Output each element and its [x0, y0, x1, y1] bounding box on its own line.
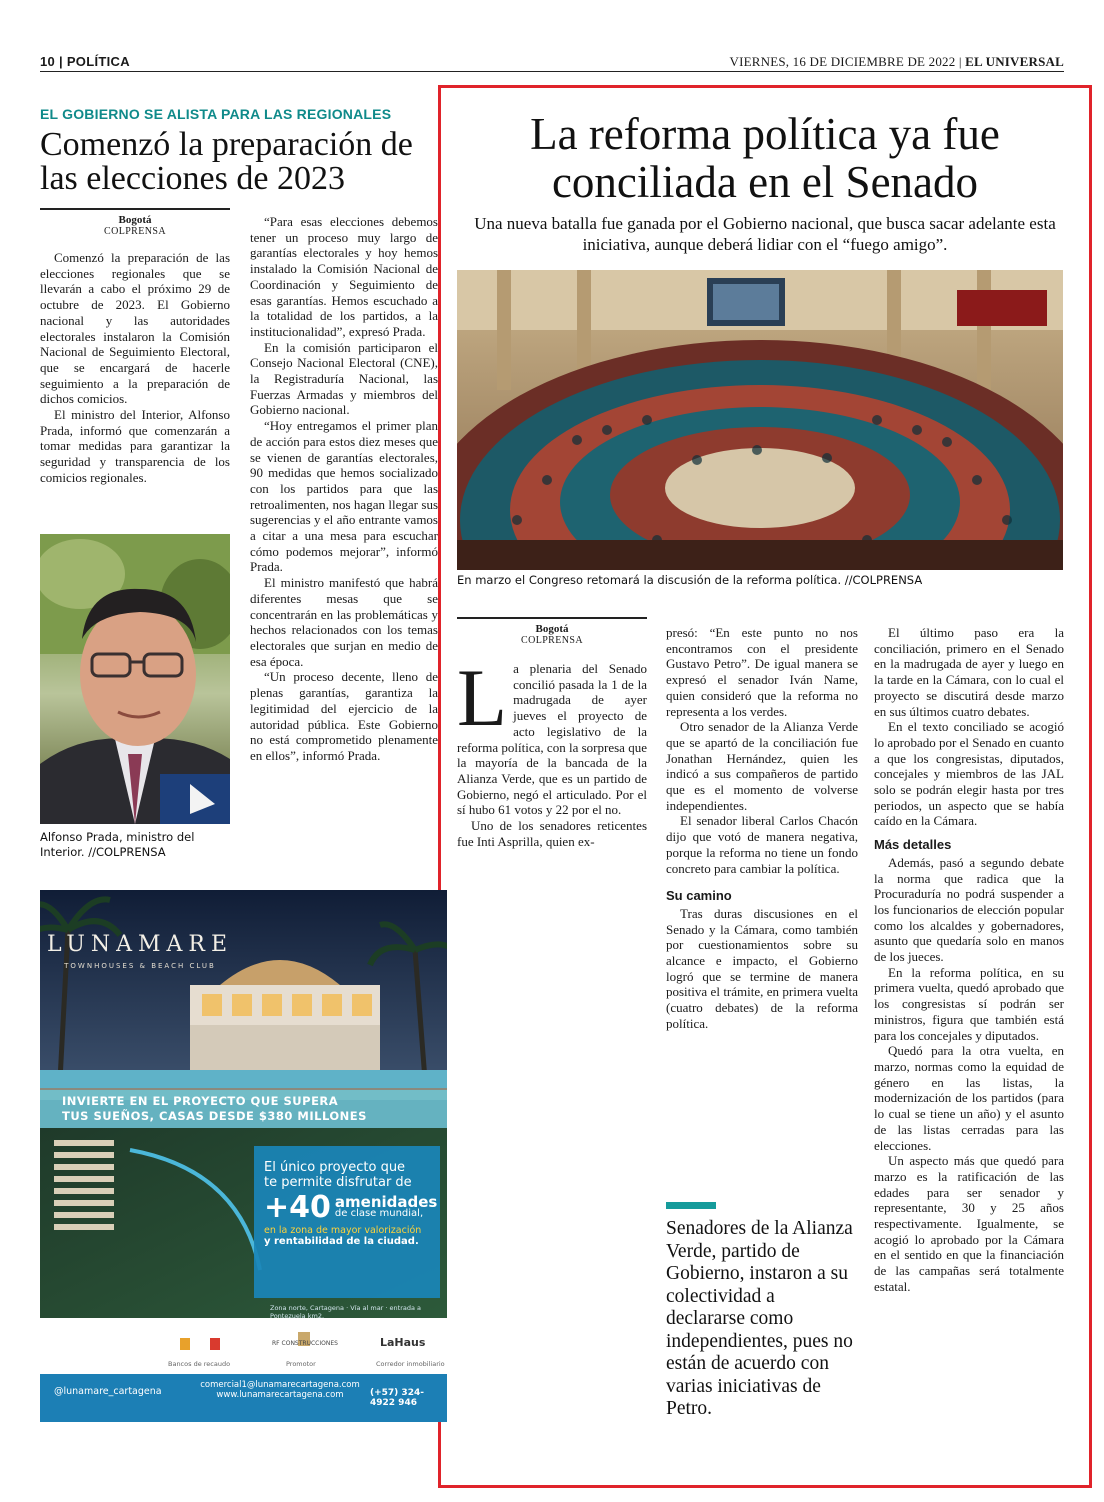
- label-promotor: Promotor: [286, 1360, 316, 1368]
- portrait-illustration: [40, 534, 230, 824]
- lunamare-advertisement[interactable]: [40, 890, 447, 1422]
- paragraph: El ministro manifestó que habrá diferentes mesas que se concentrarán en las problemáticas y hechos relacionados con los temas electorales que surjan en medio de esa época.: [250, 575, 438, 669]
- left-column-1: [40, 250, 230, 486]
- ad-phone[interactable]: (+57) 324-4922 946: [370, 1388, 424, 1408]
- date-line: [729, 54, 1064, 70]
- ad-web[interactable]: www.lunamarecartagena.com: [216, 1390, 344, 1400]
- subhead-su-camino: Su camino: [666, 888, 732, 904]
- main-column-1: [457, 652, 647, 849]
- prada-caption: Alfonso Prada, ministro del Interior. //COLPRENSA: [40, 830, 195, 859]
- paragraph: Otro senador de la Alianza Verde que se apartó de la conciliación fue Jonathan Hernández, quien les indicó a sus compañeros de partido que es el momento de volverse independientes.: [666, 719, 858, 813]
- byline-city: Bogotá: [118, 214, 152, 226]
- ad-brand-sub: TOWNHOUSES & BEACH CLUB: [64, 962, 216, 970]
- byline-agency: COLPRENSA: [104, 226, 166, 237]
- paragraph: En la comisión participaron el Consejo Nacional Electoral (CNE), la Registraduría Nacional, las Fuerzas Armadas y miembros del Gobierno nacional.: [250, 339, 438, 418]
- issue-date: VIERNES, 16 DE DICIEMBRE DE 2022 |: [729, 54, 962, 69]
- ad-location: Zona norte, Cartagena · Vía al mar · entrada a Pontezuela km2.: [270, 1304, 422, 1320]
- left-kicker: EL GOBIERNO SE ALISTA PARA LAS REGIONALES: [40, 106, 392, 122]
- left-headline: Comenzó la preparación de las elecciones de 2023: [40, 126, 413, 197]
- byline-agency: COLPRENSA: [521, 635, 583, 646]
- page-section: 10 | POLÍTICA: [40, 54, 130, 69]
- paragraph: En el texto conciliado se acogió lo aprobado por el Senado en cuanto a que los congresistas, diputados, concejales y miembros de las JAL solo se podrán elegir hasta por tres periodos, un aspecto que se había caído en la Cámara.: [874, 719, 1064, 829]
- byline-rule: [40, 208, 230, 210]
- main-column-2: [666, 625, 858, 1032]
- main-subtitle: Una nueva batalla fue ganada por el Gobierno nacional, que busca sacar adelante esta iniciativa, aunque deberá lidiar con el “fuego amigo”.: [474, 214, 1056, 254]
- ad-promo-4: y rentabilidad de la ciudad.: [264, 1236, 419, 1247]
- paragraph: Tras duras discusiones en el Senado y la Cámara, como también por cuestionamientos sobre su alcance e impacto, el Gobierno logró que se termine de manera positiva el trámite, en primera vuelta (cuatro debates) de la reforma política.: [666, 905, 858, 1031]
- paragraph: “Hoy entregamos el primer plan de acción para estos diez meses que se vienen de garantías electorales, 90 medidas que hemos socializado con los partidos para que las retroalimenten, nos hagan llegar sus sugerencias y el año entrante vamos a citar a una mesa para escuchar cómo podemos mejorar”, informó Prada.: [250, 418, 438, 575]
- logo-rf-construcciones: RF CONSTRUCCIONES: [272, 1340, 338, 1347]
- ad-promo-big: +40: [264, 1190, 331, 1225]
- main-byline: [457, 617, 647, 646]
- senate-caption: En marzo el Congreso retomará la discusión de la reforma política. //COLPRENSA: [457, 573, 923, 587]
- ad-slogan-2: TUS SUEÑOS, CASAS DESDE $380 MILLONES: [62, 1109, 367, 1123]
- ad-promo: [264, 1160, 436, 1247]
- paragraph: Uno de los senadores reticentes fue Inti Asprilla, quien ex-: [457, 818, 647, 849]
- senate-chamber-illustration: [457, 270, 1063, 570]
- ad-promo-2: te permite disfrutar de: [264, 1175, 412, 1190]
- paragraph: El último paso era la conciliación, primero en el Senado en la madrugada de ayer y luego en la tarde en la Cámara, con lo cual el proyecto se discutirá desde marzo en sus últimos cuatro debates.: [874, 625, 1064, 719]
- paper-name: EL UNIVERSAL: [965, 54, 1064, 69]
- label-corredor: Corredor inmobiliario: [376, 1360, 445, 1368]
- paragraph: presó: “En este punto no nos encontramos con el presidente Gustavo Petro”. De igual manera se expresó el senador Iván Name, quien consideró que la reforma no representa a los verdes.: [666, 625, 858, 719]
- paragraph: En la reforma política, en su primera vuelta, quedó aprobado que los congresistas sí podrán ser ministros, figura que también está para los concejales y diputados.: [874, 964, 1064, 1043]
- main-headline: La reforma política ya fue conciliada en el Senado: [530, 109, 1000, 207]
- paragraph: Un aspecto más que quedó para marzo es la ratificación de las edades para ser senador y representante, 30 y 25 años respectivamente. Igualmente, se acogió lo aprobado por la Cámara en el sentido en que la financiación de las campañas será totalmente estatal.: [874, 1153, 1064, 1294]
- byline-city: Bogotá: [535, 623, 569, 635]
- ad-promo-amenity-text: [334, 1192, 438, 1220]
- prada-photo: [40, 534, 230, 824]
- ad-promo-1: El único proyecto que: [264, 1160, 406, 1175]
- paragraph: Comenzó la preparación de las elecciones regionales que se llevarán a cabo el próximo 29 de octubre de 2023. El Gobierno nacional y las autoridades electorales instalaron la Comisión Nacional de Seguimiento Electoral, que se encargará de hacerle seguimiento a la preparación de dichos comicios.: [40, 250, 230, 407]
- senate-photo: [457, 270, 1063, 570]
- ad-promo-clase: de clase mundial,: [334, 1207, 424, 1219]
- subhead-mas-detalles: Más detalles: [874, 837, 952, 853]
- page-header: [40, 52, 1064, 72]
- paragraph: “Un proceso decente, lleno de plenas garantías, garantiza la legitimidad del ejercicio de la autoridad pública. Este Gobierno no está comprometido plenamente en ellos”, informó Prada.: [250, 669, 438, 763]
- ad-promo-amenities: [264, 1190, 436, 1225]
- paragraph: Quedó para la otra vuelta, en marzo, normas como la equidad de género en las listas, la modernización de los partidos (para lo cual se tiene un año) y el asunto de las listas cerradas para las elecciones.: [874, 1043, 1064, 1153]
- paragraph: El ministro del Interior, Alfonso Prada, informó que comenzarán a tomar medidas para garantizar la seguridad y transparencia de los comicios regionales.: [40, 407, 230, 485]
- left-column-2: [250, 214, 438, 764]
- dropcap: L: [457, 652, 508, 743]
- main-column-3: [874, 625, 1064, 1295]
- pull-quote: Senadores de la Alianza Verde, partido de Gobierno, instaron a su colectividad a declararse como independientes, pues no están de acuerdo con varias iniciativas de Petro.: [666, 1218, 853, 1419]
- paragraph: El senador liberal Carlos Chacón dijo que votó de manera negativa, porque la reforma no tiene un fondo concreto para cambiar la política.: [666, 813, 858, 876]
- ad-slogan-1: INVIERTE EN EL PROYECTO QUE SUPERA: [62, 1094, 339, 1108]
- byline-rule: [457, 617, 647, 619]
- pull-quote-rule: [666, 1202, 716, 1209]
- ad-brand: LUNAMARE: [46, 932, 234, 957]
- label-bancos: Bancos de recaudo: [168, 1360, 231, 1368]
- ad-email[interactable]: comercial1@lunamarecartagena.com: [200, 1380, 360, 1390]
- paragraph: “Para esas elecciones debemos tener un proceso muy largo de garantías electorales y hoy hemos instalado la Comisión Nacional de Coordinación y Seguimiento de esas garantías. Hemos escuchado a la totalidad de los partidos, a la institucionalidad”, expresó Prada.: [250, 214, 438, 339]
- ad-promo-3: en la zona de mayor valorización: [264, 1225, 422, 1236]
- paragraph: Además, pasó a segundo debate la norma que radica que la Procuraduría no podrá suspender a los funcionarios de elección popular como los alcaldes y gobernadores, asunto que quedaría solo en manos de los jueces.: [874, 854, 1064, 965]
- lead-paragraph: [457, 652, 647, 818]
- logo-lahaus: LaHaus: [380, 1336, 426, 1349]
- ad-social[interactable]: @lunamare_cartagena: [54, 1386, 162, 1397]
- ad-contact: [200, 1380, 360, 1400]
- left-byline: [40, 208, 230, 237]
- lead-text: a plenaria del Senado concilió pasada la 1 de la madrugada de ayer jueves el proyecto de acto legislativo de la reforma política, con la sorpresa que la mayoría de la bancada de la Alianza Verde, que es un partido de Gobierno, negó el articulado. Por el sí hubo 61 votos y 22 por el no.: [457, 661, 647, 818]
- ad-promo-amenidades: amenidades: [334, 1192, 438, 1211]
